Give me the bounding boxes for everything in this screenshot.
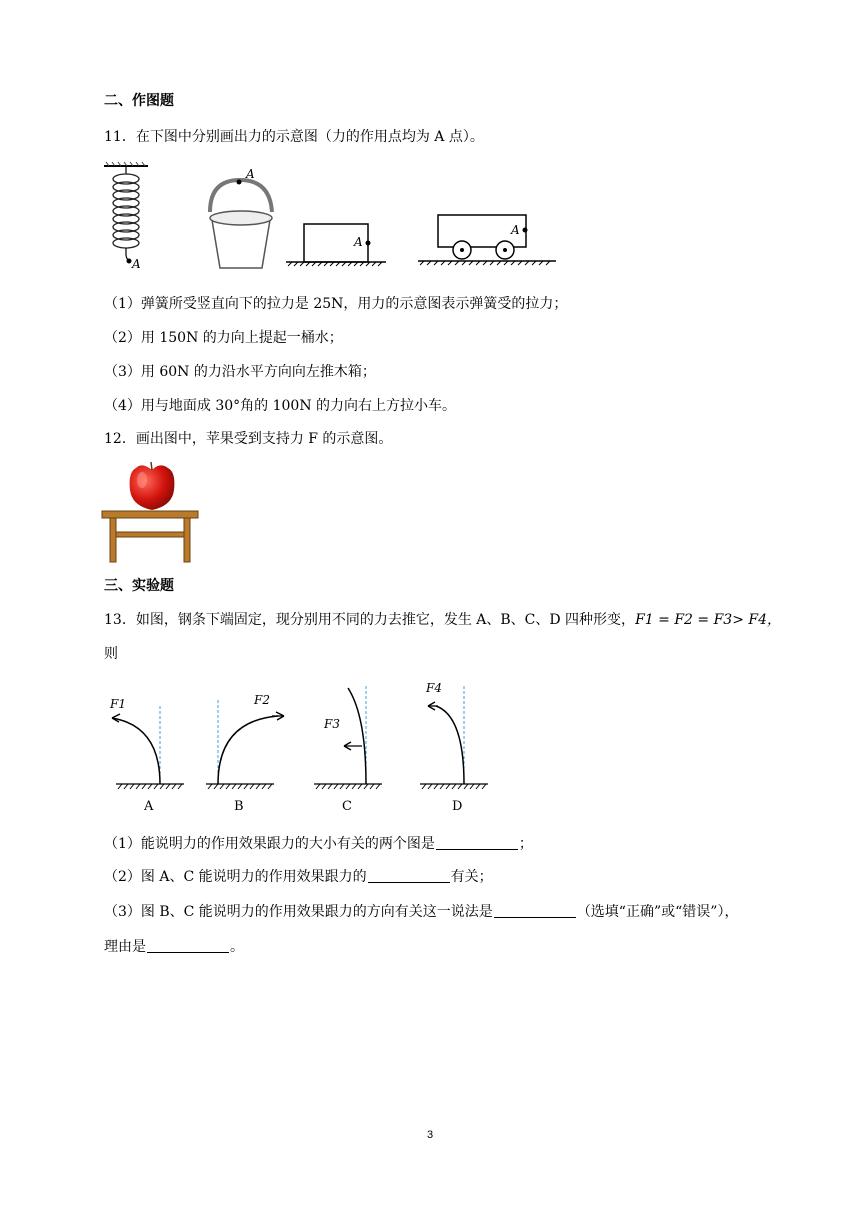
caption-c: C (342, 799, 352, 814)
item-text: （3）图 B、C 能说明力的作用效果跟力的方向有关这一说法是 (104, 904, 493, 920)
question-13-item-3 (104, 902, 738, 922)
box-figure (286, 224, 386, 266)
figure-b (206, 693, 284, 814)
question-11-item-4: （4）用与地面成 30°角的 100N 的力向右上方拉小车。 (104, 398, 457, 414)
bucket-figure (210, 167, 272, 268)
item-text-end: 。 (230, 939, 244, 955)
page-number: 3 (426, 1129, 434, 1141)
question-12-stem: 12．画出图中，苹果受到支持力 F 的示意图。 (104, 431, 393, 447)
question-11-stem: 11．在下图中分别画出力的示意图（力的作用点均为 A 点）。 (104, 129, 484, 145)
q13-steel-strip-figures (100, 676, 500, 821)
table (102, 511, 198, 562)
section-heading-drawing: 二、作图题 (104, 93, 174, 109)
item-text-end: 有关； (450, 869, 493, 885)
question-13-stem-line2: 则 (104, 646, 118, 662)
spring-figure (104, 162, 148, 271)
question-11-item-3: （3）用 60N 的力沿水平方向向左推木箱； (104, 364, 376, 380)
figure-a (109, 697, 184, 814)
item-text-end: （选填“正确”或“错误”）， (576, 904, 739, 920)
force-relation: F1 = F2 = F3> F4， (635, 612, 781, 628)
question-13-item-3-reason (104, 937, 244, 957)
section-heading-experiment: 三、实验题 (104, 578, 174, 594)
q11-figures (100, 160, 560, 272)
apple-on-table-figure (100, 460, 200, 564)
question-11-item-2: （2）用 150N 的力向上提起一桶水； (104, 330, 343, 346)
answer-blank-1[interactable] (436, 835, 518, 850)
label-f1: F1 (110, 697, 126, 711)
caption-a: A (144, 799, 154, 814)
answer-blank-4[interactable] (147, 938, 229, 953)
answer-blank-2[interactable] (368, 868, 450, 883)
figure-c (314, 686, 382, 814)
caption-b: B (234, 799, 244, 814)
label-f4: F4 (426, 681, 442, 695)
question-13-item-2 (104, 867, 493, 887)
label-a-cart: A (511, 223, 520, 237)
figure-d (420, 681, 488, 814)
label-a-spring: A (132, 257, 141, 271)
apple (130, 462, 175, 510)
caption-d: D (452, 799, 463, 814)
stem-text: 13．如图，钢条下端固定，现分别用不同的力去推它，发生 A、B、C、D 四种形变， (104, 612, 636, 628)
item-text: 理由是 (104, 939, 146, 955)
label-f3: F3 (324, 717, 340, 731)
label-f2: F2 (254, 693, 270, 707)
question-13-stem-line1 (104, 610, 781, 630)
label-a-bucket: A (246, 167, 255, 181)
question-11-item-1: （1）弹簧所受竖直向下的拉力是 25N，用力的示意图表示弹簧受的拉力； (104, 296, 568, 312)
item-text: （1）能说明力的作用效果跟力的大小有关的两个图是 (104, 836, 435, 852)
cart-figure (418, 215, 556, 265)
item-text-end: ； (518, 836, 533, 852)
answer-blank-3[interactable] (494, 903, 576, 918)
item-text: （2）图 A、C 能说明力的作用效果跟力的 (104, 869, 367, 885)
question-13-item-1 (104, 834, 533, 854)
label-a-box: A (354, 235, 363, 249)
